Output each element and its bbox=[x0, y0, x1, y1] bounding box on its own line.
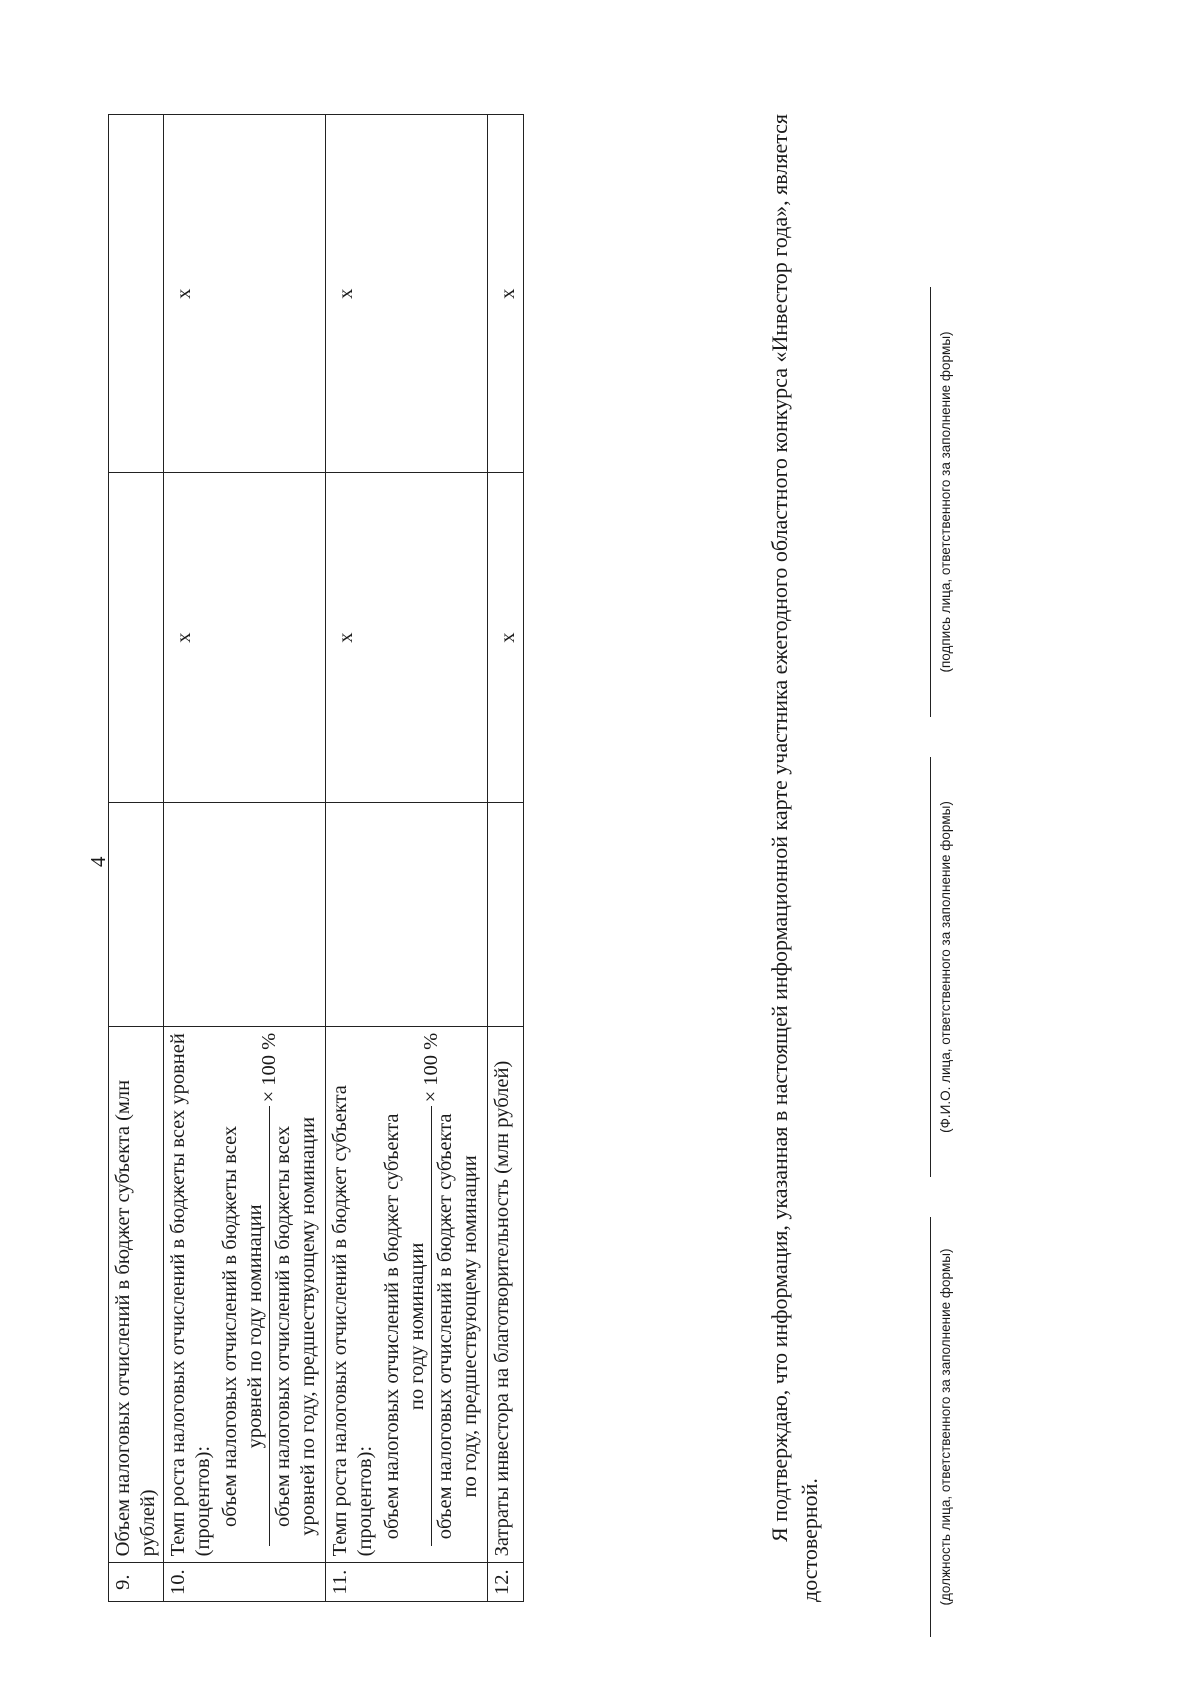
value-cell bbox=[109, 115, 164, 473]
na-mark: х bbox=[173, 288, 195, 299]
value-cell bbox=[326, 115, 488, 473]
page-number: 4 bbox=[86, 856, 110, 867]
row-label: Объем налоговых отчислений в бюджет субъекта (млн рублей) bbox=[109, 1026, 164, 1563]
signature-line-name bbox=[930, 757, 931, 1177]
signature-line-position bbox=[930, 1217, 931, 1637]
row-label-cell bbox=[164, 1026, 326, 1563]
value-cell bbox=[164, 115, 326, 473]
na-mark: х bbox=[497, 288, 519, 299]
value-cell bbox=[488, 473, 524, 803]
row-number: 10. bbox=[164, 1563, 326, 1602]
formula-multiplier: × 100 % bbox=[420, 1032, 442, 1103]
row-label: Темп роста налоговых отчислений в бюджеты всех уровней (процентов): bbox=[167, 1033, 214, 1557]
value-cell bbox=[109, 473, 164, 803]
signature-caption-name: (Ф.И.О. лица, ответственного за заполнение формы) bbox=[938, 801, 953, 1133]
row-label: Темп роста налоговых отчислений в бюджет субъекта (процентов): bbox=[329, 1085, 376, 1557]
info-table bbox=[108, 114, 524, 1602]
na-mark: х bbox=[335, 288, 357, 299]
formula-numerator: объем налоговых отчислений в бюджеты всех уровней по году номинации bbox=[218, 1106, 270, 1546]
confirmation-text: Я подтверждаю, что информация, указанная в настоящей информационной карте участника ежегодного областного конкурса «Инвестор года», является достоверной. bbox=[767, 114, 822, 1602]
value-cell bbox=[164, 473, 326, 803]
signature-caption-position: (должность лица, ответственного за заполнение формы) bbox=[938, 1248, 953, 1606]
table-row bbox=[326, 115, 488, 1602]
na-mark: х bbox=[497, 632, 519, 643]
na-mark: х bbox=[335, 632, 357, 643]
row-label-cell bbox=[326, 1026, 488, 1563]
formula-fraction bbox=[218, 1106, 321, 1546]
table-row bbox=[164, 115, 326, 1602]
formula-numerator: объем налоговых отчислений в бюджет субъекта по году номинации bbox=[380, 1106, 432, 1546]
table-row bbox=[488, 115, 524, 1602]
signature-caption-sign: (подпись лица, ответственного за заполнение формы) bbox=[938, 331, 953, 673]
value-cell bbox=[488, 115, 524, 473]
formula-denominator: объем налоговых отчислений в бюджеты всех уровней по году, предшествующему номинации bbox=[272, 1116, 319, 1536]
row-number: 11. bbox=[326, 1563, 488, 1602]
growth-formula bbox=[380, 1033, 483, 1547]
value-cell bbox=[164, 802, 326, 1026]
value-cell bbox=[326, 473, 488, 803]
value-cell bbox=[109, 802, 164, 1026]
table-row bbox=[109, 115, 164, 1602]
row-number: 12. bbox=[488, 1563, 524, 1602]
signature-line-sign bbox=[930, 287, 931, 717]
formula-multiplier: × 100 % bbox=[258, 1032, 280, 1103]
formula-fraction bbox=[380, 1106, 483, 1546]
row-label: Затраты инвестора на благотворительность (млн рублей) bbox=[488, 1026, 524, 1563]
row-number: 9. bbox=[109, 1563, 164, 1602]
growth-formula bbox=[218, 1033, 321, 1547]
formula-denominator: объем налоговых отчислений в бюджет субъекта по году, предшествующему номинации bbox=[434, 1113, 481, 1540]
na-mark: х bbox=[173, 632, 195, 643]
value-cell bbox=[488, 802, 524, 1026]
value-cell bbox=[326, 802, 488, 1026]
